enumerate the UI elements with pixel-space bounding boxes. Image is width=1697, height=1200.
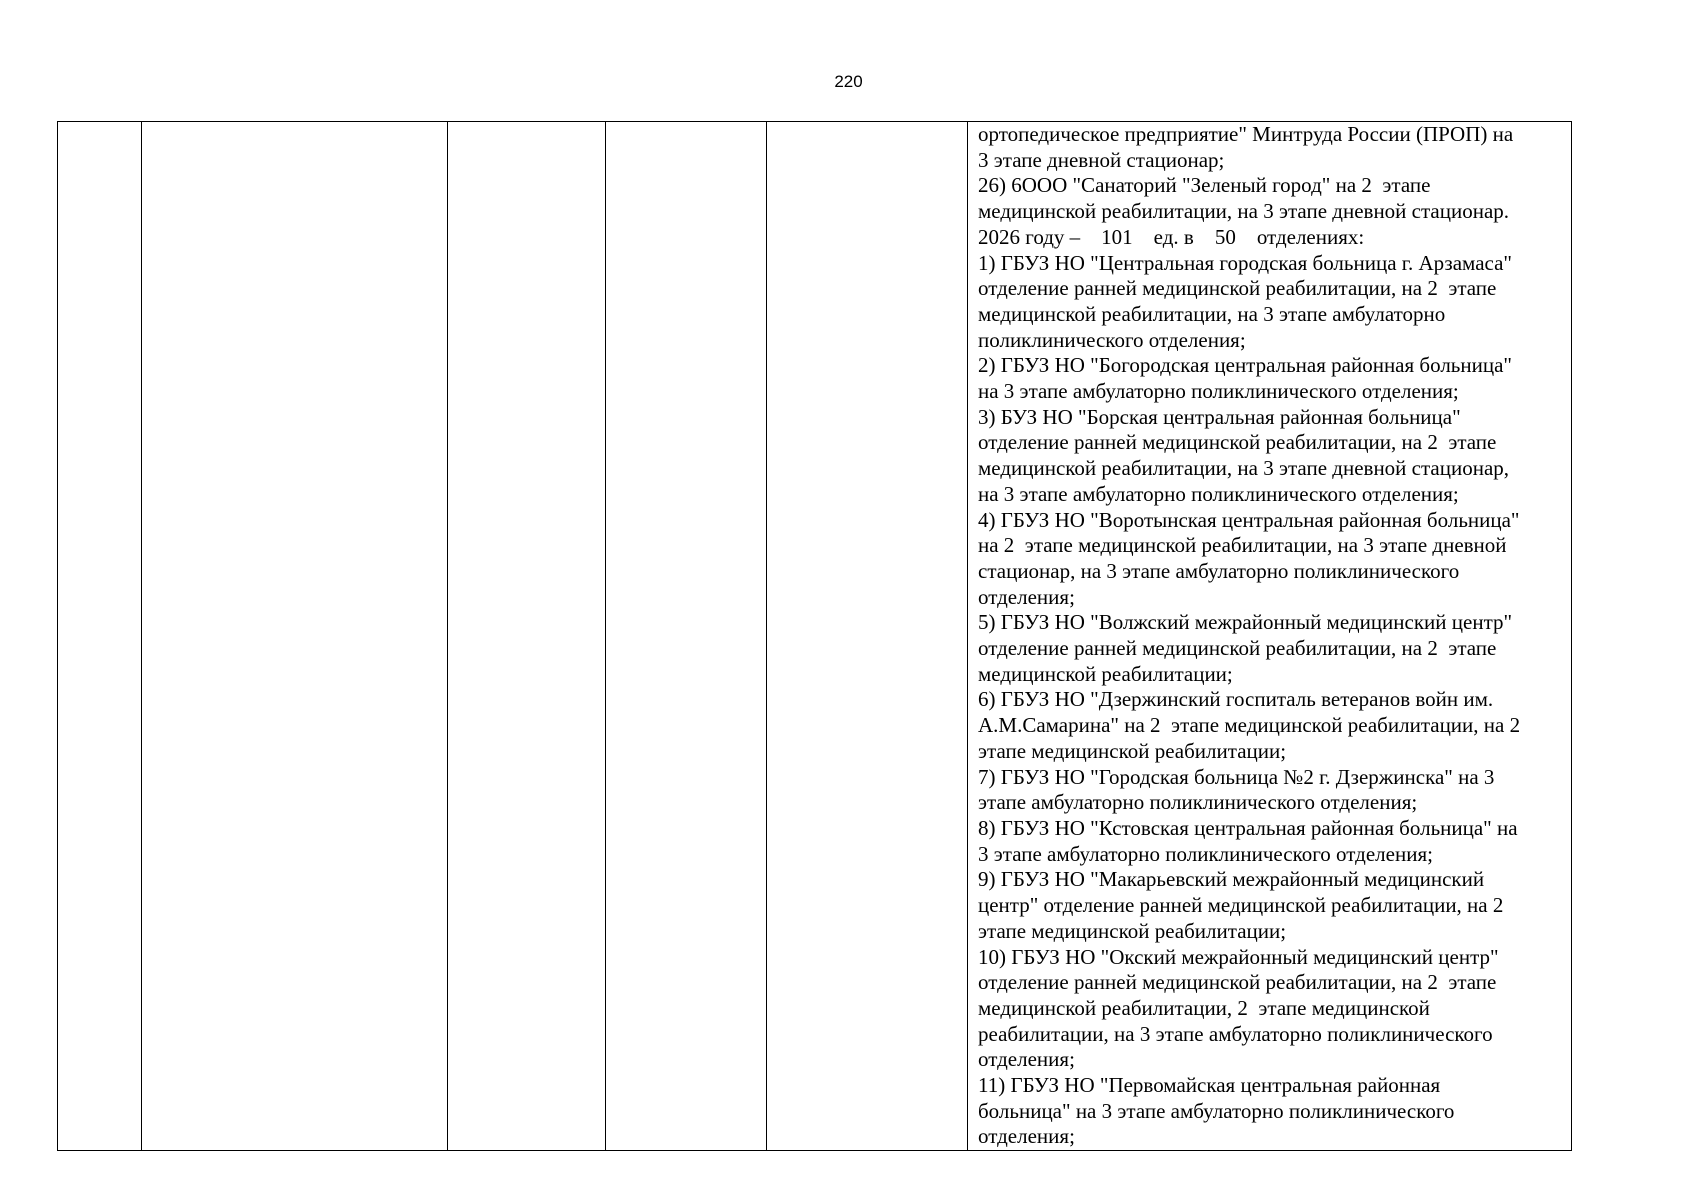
text-line: 3 этапе дневной стационар; — [978, 147, 1225, 172]
text-line: на 3 этапе амбулаторно поликлинического отделения; — [978, 481, 1459, 506]
text-line: медицинской реабилитации, на 3 этапе дневной стационар. — [978, 199, 1510, 224]
text-line: отделения; — [978, 584, 1075, 609]
text-line: 9) ГБУЗ НО "Макарьевский межрайонный медицинский — [978, 867, 1485, 892]
empty-cell-2 — [142, 122, 448, 1151]
text-line: отделение ранней медицинской реабилитации, на 2 этапе — [978, 970, 1497, 995]
text-line: медицинской реабилитации, 2 этапе медицинской — [978, 995, 1430, 1020]
facilities-text-cell — [968, 122, 1572, 1151]
text-line: больница" на 3 этапе амбулаторно поликлинического — [978, 1098, 1455, 1123]
text-line: ортопедическое предприятие" Минтруда России (ПРОП) на — [978, 122, 1514, 146]
text-line: центр" отделение ранней медицинской реабилитации, на 2 — [978, 893, 1504, 918]
text-line: медицинской реабилитации; — [978, 661, 1233, 686]
text-line: 7) ГБУЗ НО "Городская больница №2 г. Дзержинска" на 3 — [978, 764, 1495, 789]
page-number: 220 — [834, 72, 863, 91]
text-line: реабилитации, на 3 этапе амбулаторно поликлинического — [978, 1021, 1493, 1046]
text-line: стационар, на 3 этапе амбулаторно поликлинического — [978, 558, 1460, 583]
text-line: 26) 6ООО "Санаторий "Зеленый город" на 2 этапе — [978, 173, 1431, 198]
text-line: 5) ГБУЗ НО "Волжский межрайонный медицинский центр" — [978, 610, 1513, 635]
text-line: медицинской реабилитации, на 3 этапе дневной стационар, — [978, 456, 1510, 481]
text-line: этапе медицинской реабилитации; — [978, 738, 1287, 763]
text-line: отделение ранней медицинской реабилитации, на 2 этапе — [978, 430, 1497, 455]
text-line: 11) ГБУЗ НО "Первомайская центральная районная — [978, 1073, 1441, 1098]
text-line: на 3 этапе амбулаторно поликлинического отделения; — [978, 379, 1459, 404]
text-line: 2) ГБУЗ НО "Богородская центральная районная больница" — [978, 353, 1512, 378]
text-line: 2026 году – 101 ед. в 50 отделениях: — [978, 224, 1365, 249]
text-line: 6) ГБУЗ НО "Дзержинский госпиталь ветеранов войн им. — [978, 687, 1494, 712]
text-line: 3) БУЗ НО "Борская центральная районная больница" — [978, 404, 1461, 429]
text-line: отделение ранней медицинской реабилитации, на 2 этапе — [978, 276, 1497, 301]
empty-cell-3 — [448, 122, 606, 1151]
text-line: отделения; — [978, 1124, 1075, 1149]
table-row — [58, 122, 1572, 1151]
text-line: 4) ГБУЗ НО "Воротынская центральная районная больница" — [978, 507, 1520, 532]
text-line: медицинской реабилитации, на 3 этапе амбулаторно — [978, 301, 1446, 326]
empty-cell-5 — [767, 122, 968, 1151]
empty-cell-1 — [58, 122, 142, 1151]
empty-cell-4 — [606, 122, 767, 1151]
text-line: 3 этапе амбулаторно поликлинического отделения; — [978, 841, 1433, 866]
text-line: 10) ГБУЗ НО "Окский межрайонный медицинский центр" — [978, 944, 1499, 969]
text-line: поликлинического отделения; — [978, 327, 1246, 352]
text-line: на 2 этапе медицинской реабилитации, на 3 этапе дневной — [978, 533, 1507, 558]
text-line: этапе амбулаторно поликлинического отделения; — [978, 790, 1418, 815]
text-line: А.М.Самарина" на 2 этапе медицинской реабилитации, на 2 — [978, 713, 1521, 738]
document-table — [57, 121, 1572, 1151]
text-line: отделение ранней медицинской реабилитации, на 2 этапе — [978, 636, 1497, 661]
text-line: этапе медицинской реабилитации; — [978, 918, 1287, 943]
text-line: 1) ГБУЗ НО "Центральная городская больница г. Арзамаса" — [978, 250, 1512, 275]
text-line: отделения; — [978, 1047, 1075, 1072]
text-line: 8) ГБУЗ НО "Кстовская центральная районная больница" на — [978, 815, 1518, 840]
